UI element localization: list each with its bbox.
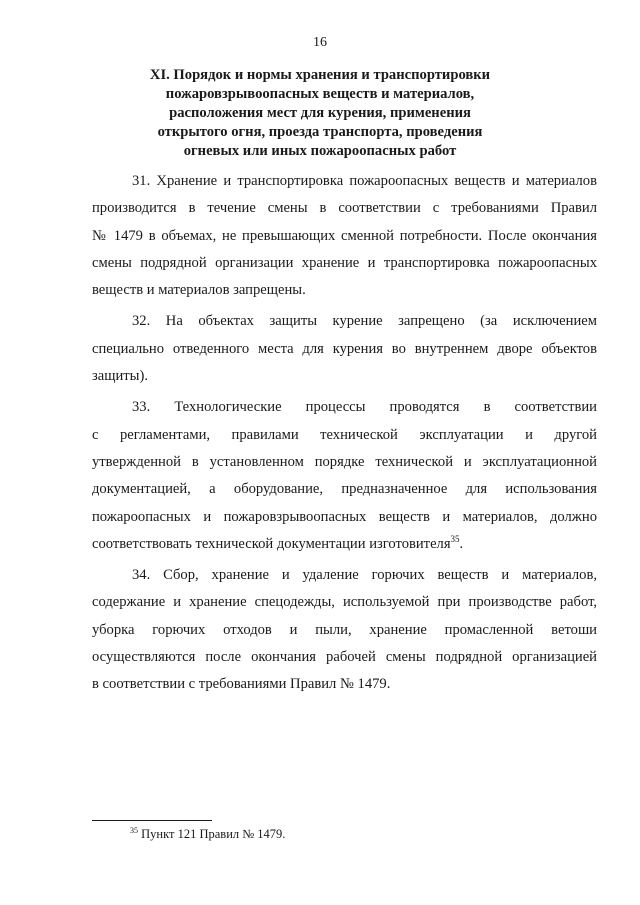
text-line: утвержденной в установленном порядке технической и эксплуатационной (92, 453, 597, 470)
text-line: с регламентами, правилами технической эксплуатации и другой (92, 426, 597, 443)
paragraph-31 (92, 168, 597, 304)
heading-line: огневых или иных пожароопасных работ (183, 143, 457, 159)
body-text (92, 168, 597, 703)
heading-line: расположения мест для курения, применения (169, 105, 471, 121)
text-line-with-footnote: соответствовать технической документации изготовителя$^{35}$. (92, 534, 464, 552)
footnote-text: Пункт 121 Правил № 1479. (138, 827, 286, 841)
section-heading (120, 66, 520, 161)
text-line: уборка горючих отходов и пыли, хранение промасленной ветоши (92, 621, 597, 638)
footnote-reference: 35 (450, 534, 460, 544)
text-line: 31. Хранение и транспортировка пожароопасных веществ и материалов (132, 173, 597, 189)
text-line: производится в течение смены в соответствии с требованиями Правил (92, 200, 597, 217)
paragraph-33 (92, 394, 597, 558)
text-line: содержание и хранение спецодежды, используемой при производстве работ, (92, 594, 597, 611)
text-line: 34. Сбор, хранение и удаление горючих веществ и материалов, (132, 567, 597, 584)
paragraph-34 (92, 562, 597, 698)
text-line: 32. На объектах защиты курение запрещено (за исключением (132, 313, 597, 330)
heading-line: пожаровзрывоопасных веществ и материалов, (165, 86, 475, 102)
text-line: 33. Технологические процессы проводятся в соответствии (132, 399, 597, 416)
text-line: осуществляются после окончания рабочей смены подрядной организацией (92, 649, 597, 666)
text-line: защиты). (92, 368, 148, 385)
text-line: специально отведенного места для курения во внутреннем дворе объектов (92, 340, 597, 357)
text-line: пожароопасных и пожаровзрывоопасных веществ и материалов, должно (92, 508, 597, 525)
text-line: в соответствии с требованиями Правил № 1479. (92, 676, 391, 693)
footnote-number: 35 (130, 825, 138, 835)
footnote-divider (92, 820, 212, 821)
text-line: соответствовать технической документации изготовителя (92, 535, 451, 552)
heading-line: открытого огня, проезда транспорта, проведения (157, 124, 483, 140)
text-line: документацией, а оборудование, предназначенное для использования (92, 481, 597, 498)
paragraph-32 (92, 308, 597, 390)
text-line: № 1479 в объемах, не превышающих сменной потребности. После окончания (92, 227, 597, 244)
heading-line: XI. Порядок и нормы хранения и транспортировки (149, 67, 491, 83)
text-line: смены подрядной организации хранение и транспортировка пожароопасных (92, 254, 597, 271)
page-number: 16 (313, 35, 327, 50)
footnote (130, 826, 285, 842)
text-line: веществ и материалов запрещены. (92, 282, 306, 299)
